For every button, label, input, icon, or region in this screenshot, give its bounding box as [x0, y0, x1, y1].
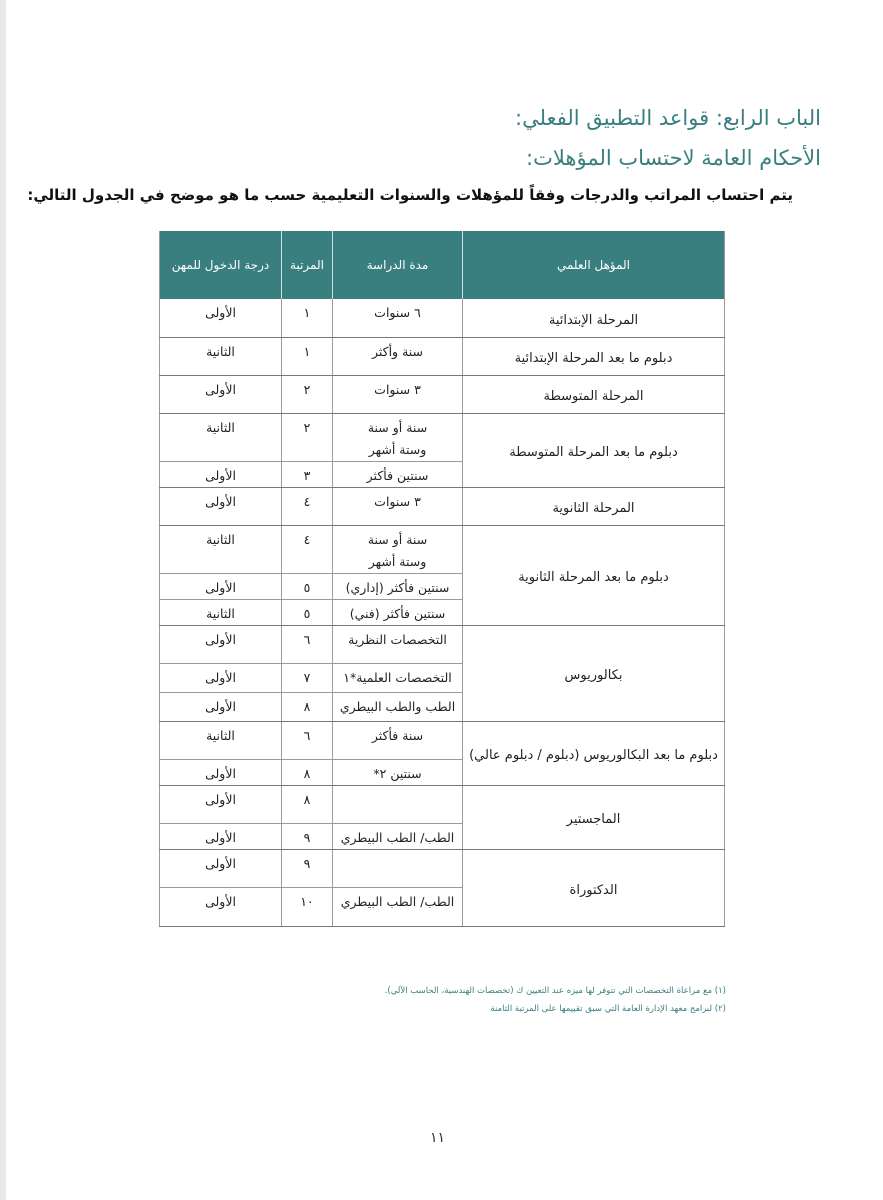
grade-cell: الثانية — [160, 337, 282, 375]
qualification-cell: دبلوم ما بعد المرحلة المتوسطة — [463, 413, 725, 487]
rank-cell: ٨ — [282, 692, 333, 721]
grade-cell: الأولى — [160, 299, 282, 337]
rank-cell: ٦ — [282, 721, 333, 759]
grade-cell: الثانية — [160, 525, 282, 573]
grade-cell: الأولى — [160, 487, 282, 525]
grade-cell: الأولى — [160, 461, 282, 487]
rank-cell: ٥ — [282, 599, 333, 625]
footnote-1: (١) مع مراعاة التخصصات التي تتوفر لها ميزه عند التعيين ك (تخصصات الهندسية، الحاسب الآلي). — [384, 986, 726, 996]
footnote-2: (٢) لبرامج معهد الإدارة العامة التي سبق تقييمها على المرتبة الثامنة — [490, 1004, 726, 1014]
rank-cell: ٨ — [282, 759, 333, 785]
rank-cell: ١٠ — [282, 887, 333, 926]
qualification-cell: الدكتوراة — [463, 849, 725, 926]
grade-cell: الأولى — [160, 663, 282, 692]
table-row — [160, 337, 725, 375]
rank-cell: ٣ — [282, 461, 333, 487]
qualifications-table — [159, 231, 725, 927]
qualification-cell: المرحلة الإبتدائية — [463, 299, 725, 337]
rank-cell: ٧ — [282, 663, 333, 692]
duration-cell: الطب/ الطب البيطري — [333, 823, 463, 849]
duration-cell: سنتين فأكثر (إداري) — [333, 573, 463, 599]
grade-cell: الثانية — [160, 721, 282, 759]
grade-cell: الأولى — [160, 573, 282, 599]
table-row — [160, 625, 725, 663]
duration-cell: سنتين فأكثر — [333, 461, 463, 487]
duration-cell — [333, 785, 463, 823]
rank-cell: ٤ — [282, 525, 333, 573]
table-row — [160, 487, 725, 525]
intro-text: يتم احتساب المراتب والدرجات وفقاً للمؤهلات والسنوات التعليمية حسب ما هو موضح في الجدول التالي: — [27, 186, 793, 204]
rank-cell: ٤ — [282, 487, 333, 525]
grade-cell: الأولى — [160, 887, 282, 926]
grade-cell: الأولى — [160, 625, 282, 663]
duration-cell: سنة فأكثر — [333, 721, 463, 759]
header-grade: درجة الدخول للمهن — [160, 231, 282, 299]
rank-cell: ١ — [282, 299, 333, 337]
qualification-cell: بكالوريوس — [463, 625, 725, 721]
duration-cell: سنتين فأكثر (فني) — [333, 599, 463, 625]
table-row — [160, 785, 725, 823]
qualification-cell: دبلوم ما بعد البكالوريوس (دبلوم / دبلوم عالي) — [463, 721, 725, 785]
page-number: ١١ — [430, 1130, 446, 1146]
rank-cell: ٨ — [282, 785, 333, 823]
rank-cell: ١ — [282, 337, 333, 375]
rank-cell: ٢ — [282, 413, 333, 461]
rank-cell: ٦ — [282, 625, 333, 663]
duration-cell: ٦ سنوات — [333, 299, 463, 337]
chapter-heading: الباب الرابع: قواعد التطبيق الفعلي: — [515, 106, 821, 130]
grade-cell: الأولى — [160, 823, 282, 849]
table-row — [160, 299, 725, 337]
grade-cell: الأولى — [160, 692, 282, 721]
grade-cell: الأولى — [160, 375, 282, 413]
qualification-cell: دبلوم ما بعد المرحلة الثانوية — [463, 525, 725, 625]
qualification-cell: المرحلة الثانوية — [463, 487, 725, 525]
grade-cell: الأولى — [160, 849, 282, 887]
duration-cell: سنتين ٢* — [333, 759, 463, 785]
duration-cell: الطب/ الطب البيطري — [333, 887, 463, 926]
header-duration: مدة الدراسة — [333, 231, 463, 299]
table-header-row — [160, 231, 725, 299]
header-qualification: المؤهل العلمي — [463, 231, 725, 299]
duration-cell: ٣ سنوات — [333, 487, 463, 525]
duration-cell: التخصصات النظرية — [333, 625, 463, 663]
grade-cell: الثانية — [160, 599, 282, 625]
page-edge — [0, 0, 6, 1200]
table-row — [160, 375, 725, 413]
grade-cell: الأولى — [160, 785, 282, 823]
qualification-cell: المرحلة المتوسطة — [463, 375, 725, 413]
footnotes — [385, 982, 726, 1018]
table-row — [160, 413, 725, 461]
table-body — [160, 299, 725, 926]
table-row — [160, 525, 725, 573]
duration-cell: سنة أو سنة وستة أشهر — [333, 525, 463, 573]
header-rank: المرتبة — [282, 231, 333, 299]
grade-cell: الثانية — [160, 413, 282, 461]
section-heading: الأحكام العامة لاحتساب المؤهلات: — [526, 146, 821, 170]
duration-cell: الطب والطب البيطري — [333, 692, 463, 721]
grade-cell: الأولى — [160, 759, 282, 785]
qualification-cell: دبلوم ما بعد المرحلة الإبتدائية — [463, 337, 725, 375]
duration-cell: سنة وأكثر — [333, 337, 463, 375]
rank-cell: ٢ — [282, 375, 333, 413]
duration-cell — [333, 849, 463, 887]
rank-cell: ٥ — [282, 573, 333, 599]
table-row — [160, 849, 725, 887]
rank-cell: ٩ — [282, 823, 333, 849]
qualification-cell: الماجستير — [463, 785, 725, 849]
duration-cell: ٣ سنوات — [333, 375, 463, 413]
table-row — [160, 721, 725, 759]
duration-cell: سنة أو سنة وستة أشهر — [333, 413, 463, 461]
rank-cell: ٩ — [282, 849, 333, 887]
duration-cell: التخصصات العلمية*١ — [333, 663, 463, 692]
